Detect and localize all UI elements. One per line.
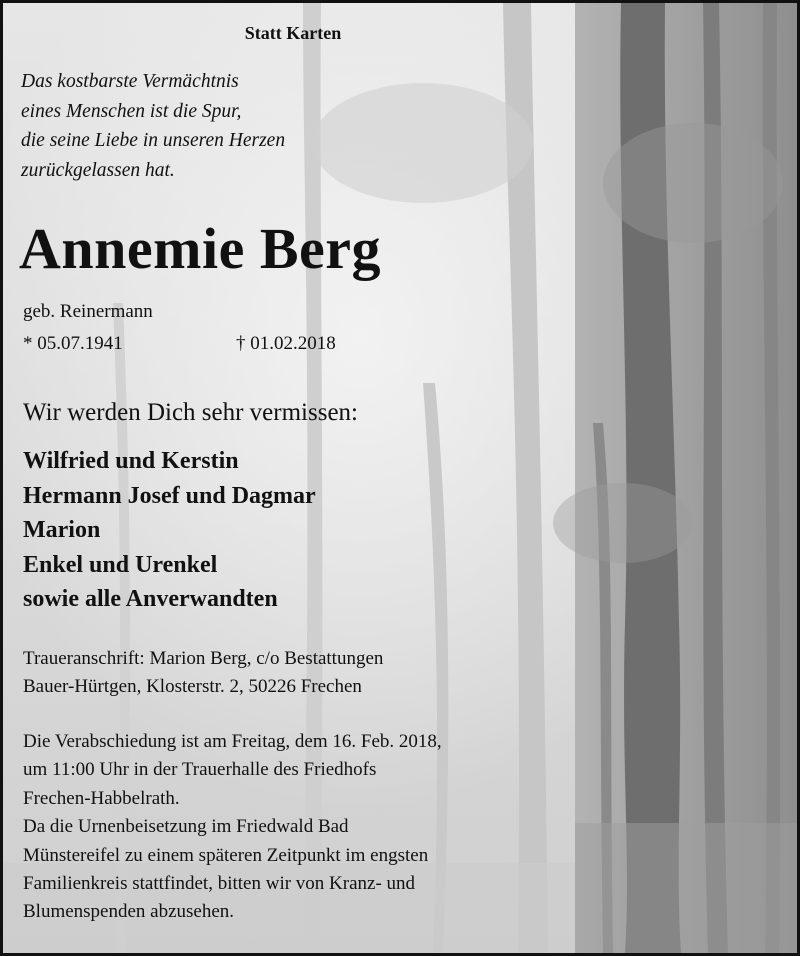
mourners-list xyxy=(23,444,563,617)
mourner-line: Wilfried und Kerstin xyxy=(23,448,239,474)
memorial-verse xyxy=(21,67,561,185)
farewell-line: Münstereifel zu einem späteren Zeitpunkt im engsten xyxy=(23,844,429,866)
mourner-line: sowie alle Anverwandten xyxy=(23,586,278,612)
deceased-name: Annemie Berg xyxy=(19,216,381,281)
verse-line: zurückgelassen hat. xyxy=(21,159,175,181)
mourning-address xyxy=(23,645,583,701)
mourner-line: Enkel und Urenkel xyxy=(23,551,218,578)
verse-line: Das kostbarste Vermächtnis xyxy=(21,71,239,92)
header-statt-karten: Statt Karten xyxy=(244,23,342,43)
address-line: Bauer-Hürtgen, Klosterstr. 2, 50226 Frechen xyxy=(23,676,362,697)
mourner-line: Hermann Josef und Dagmar xyxy=(23,482,316,509)
farewell-details xyxy=(23,728,583,927)
death-date: † 01.02.2018 xyxy=(236,333,336,354)
farewell-line: um 11:00 Uhr in der Trauerhalle des Friedhofs xyxy=(23,759,377,781)
verse-line: eines Menschen ist die Spur, xyxy=(21,100,242,122)
farewell-line: Blumenspenden abzusehen. xyxy=(23,901,235,923)
birth-date: * 05.07.1941 xyxy=(23,333,123,354)
farewell-line: Familienkreis stattfindet, bitten wir von Kranz- und xyxy=(23,873,416,895)
address-line: Traueranschrift: Marion Berg, c/o Bestattungen xyxy=(23,648,384,669)
missing-line: Wir werden Dich sehr vermissen: xyxy=(23,399,358,426)
farewell-line: Da die Urnenbeisetzung im Friedwald Bad xyxy=(23,816,349,838)
mourner-line: Marion xyxy=(23,517,101,543)
farewell-line: Frechen-Habbelrath. xyxy=(23,787,180,809)
verse-line: die seine Liebe in unseren Herzen xyxy=(21,130,286,151)
farewell-line: Die Verabschiedung ist am Freitag, dem 16. Feb. 2018, xyxy=(23,731,442,752)
maiden-name: geb. Reinermann xyxy=(23,301,153,322)
